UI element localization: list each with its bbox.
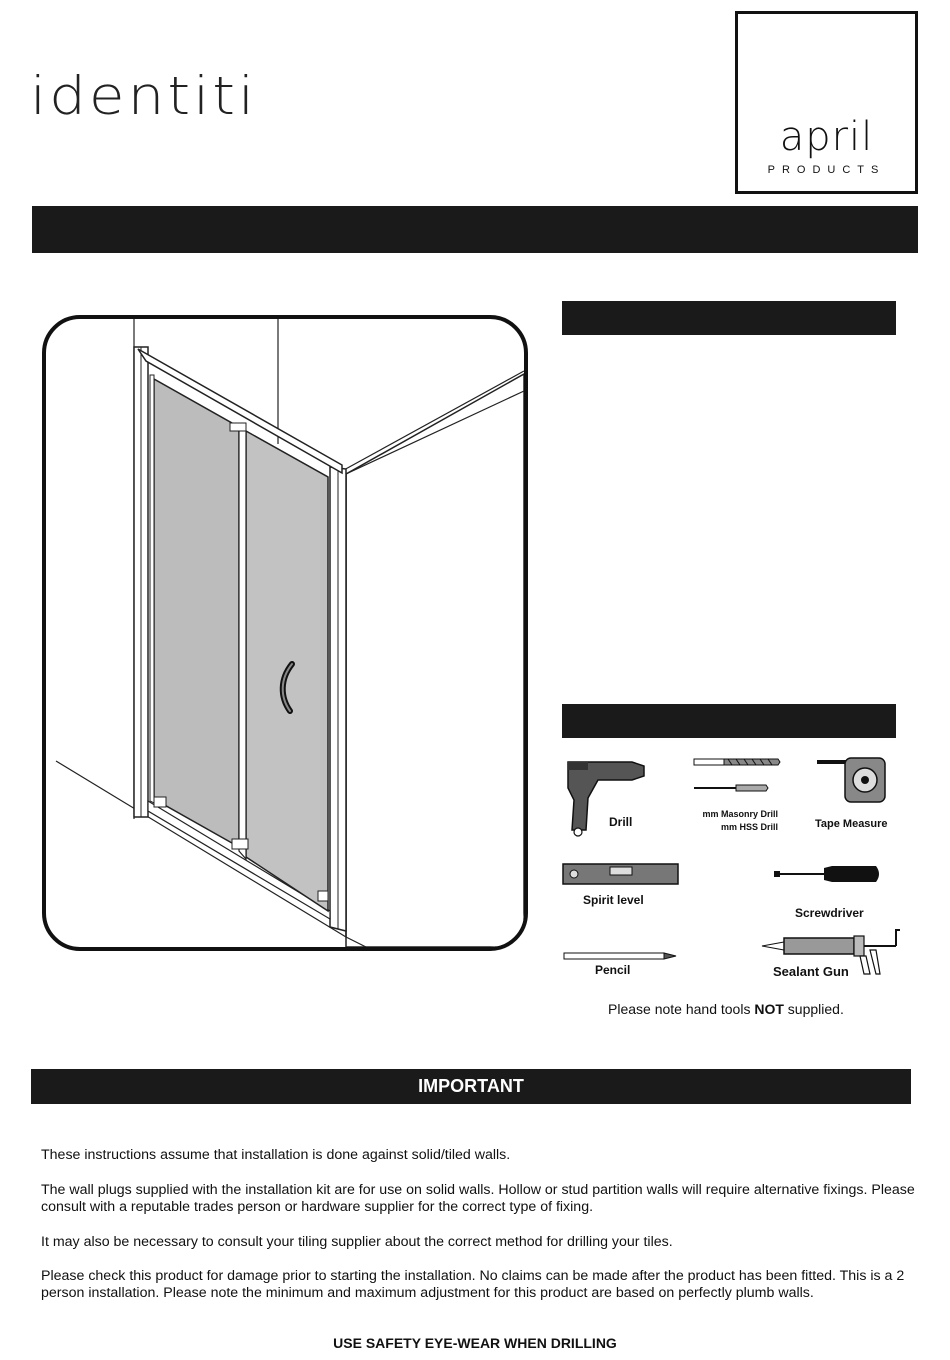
title-bar (32, 206, 918, 253)
paragraph-tiling: It may also be necessary to consult your tiling supplier about the correct method for drilling your tiles. (41, 1234, 673, 1250)
tape-measure-icon (815, 756, 887, 806)
note-suffix: supplied. (783, 1001, 844, 1017)
tape-measure-label: Tape Measure (815, 818, 888, 830)
april-products-logo (735, 11, 918, 194)
safety-warning: USE SAFETY EYE-WEAR WHEN DRILLING (333, 1335, 617, 1351)
screwdriver-icon (772, 862, 884, 886)
note-emphasis: NOT (754, 1001, 784, 1017)
drill-bits-labels (692, 808, 778, 834)
hand-tools-note (608, 1001, 844, 1017)
logo-word: april (779, 114, 874, 160)
brand-logo-identiti: identiti (30, 65, 258, 127)
spirit-level-label: Spirit level (583, 893, 644, 907)
specification-heading-bar (562, 301, 896, 335)
drill-label: Drill (609, 815, 633, 829)
drill-icon (562, 752, 650, 838)
shower-door-drawing (46, 319, 524, 947)
hss-drill-label: mm HSS Drill (720, 822, 778, 832)
tools-heading-bar (562, 704, 896, 738)
pencil-label: Pencil (595, 963, 631, 977)
pencil-icon (562, 950, 680, 962)
paragraph-solid-walls: These instructions assume that installation is done against solid/tiled walls. (41, 1147, 511, 1163)
note-prefix: Please note hand tools (608, 1001, 755, 1017)
sealant-gun-label: Sealant Gun (773, 964, 849, 979)
shower-door-illustration (42, 315, 528, 951)
masonry-drill-label: mm Masonry Drill (702, 809, 778, 819)
important-heading: IMPORTANT (31, 1069, 911, 1104)
spirit-level-icon (562, 862, 680, 888)
screwdriver-label: Screwdriver (795, 906, 864, 920)
paragraph-wall-plugs: The wall plugs supplied with the installation kit are for use on solid walls. Hollow or stud partition walls will require alternative fixings. Please consult with a reputable trades person or hardware supplier for the correct type of fixing. (41, 1182, 915, 1215)
paragraph-damage-check: Please check this product for damage prior to starting the installation. No claims can be made after the product has been fitted. This is a 2 person installation. Please note the minimum and maximum adjustment for this product are based on perfectly plumb walls. (41, 1268, 905, 1301)
logo-subtitle: PRODUCTS (767, 164, 886, 176)
drill-bits-icon (692, 756, 782, 796)
